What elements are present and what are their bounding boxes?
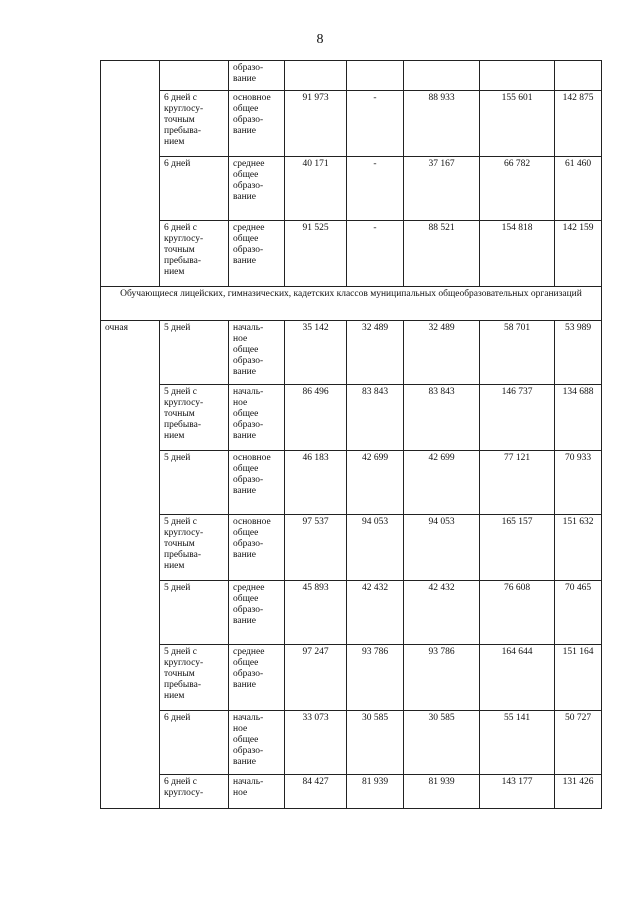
- table-row: [101, 581, 602, 645]
- mode-text: 5 дней: [164, 323, 191, 333]
- table-row: [101, 775, 602, 809]
- level-cell: [229, 711, 285, 775]
- mode-cell: [160, 775, 229, 809]
- value-cell-5: 61 460: [555, 157, 602, 221]
- mode-text: 6 дней с круглосу- точным пребыва- нием: [164, 223, 204, 277]
- value-cell-4: 165 157: [480, 515, 555, 581]
- value-cell-2: 93 786: [347, 645, 404, 711]
- table-row: [101, 451, 602, 515]
- value-cell-2: 42 432: [347, 581, 404, 645]
- level-cell: [229, 321, 285, 385]
- level-text: среднее общее образо- вание: [233, 583, 265, 626]
- value-cell-5: 70 465: [555, 581, 602, 645]
- value-cell-4: 76 608: [480, 581, 555, 645]
- mode-cell: [160, 61, 229, 91]
- mode-cell: [160, 91, 229, 157]
- mode-cell: [160, 451, 229, 515]
- mode-cell: [160, 711, 229, 775]
- mode-cell: [160, 221, 229, 287]
- value-cell-4: 155 601: [480, 91, 555, 157]
- level-text: образо- вание: [233, 63, 264, 84]
- level-text: среднее общее образо- вание: [233, 159, 265, 202]
- level-cell: [229, 221, 285, 287]
- value-cell-3: 81 939: [404, 775, 480, 809]
- form-cell: очная: [101, 321, 160, 809]
- table-row: [101, 91, 602, 157]
- value-cell-4: 146 737: [480, 385, 555, 451]
- value-cell-4: [480, 61, 555, 91]
- value-cell-1: 40 171: [285, 157, 347, 221]
- mode-text: 5 дней: [164, 583, 191, 593]
- value-cell-2: -: [347, 157, 404, 221]
- value-cell-5: 70 933: [555, 451, 602, 515]
- value-cell-3: [404, 61, 480, 91]
- mode-text: 5 дней с круглосу- точным пребыва- нием: [164, 517, 204, 571]
- value-cell-3: 93 786: [404, 645, 480, 711]
- table-row: [101, 385, 602, 451]
- table-row: [101, 645, 602, 711]
- value-cell-4: 164 644: [480, 645, 555, 711]
- mode-text: 5 дней: [164, 453, 191, 463]
- value-cell-3: 37 167: [404, 157, 480, 221]
- value-cell-5: 131 426: [555, 775, 602, 809]
- value-cell-4: 55 141: [480, 711, 555, 775]
- value-cell-4: 77 121: [480, 451, 555, 515]
- value-cell-3: 94 053: [404, 515, 480, 581]
- mode-cell: [160, 581, 229, 645]
- mode-text: 6 дней с круглосу-: [164, 777, 204, 798]
- section-caption: Обучающиеся лицейских, гимназических, кадетских классов муниципальных общеобразовательных организаций: [101, 287, 602, 321]
- level-cell: [229, 515, 285, 581]
- level-cell: [229, 645, 285, 711]
- value-cell-3: 32 489: [404, 321, 480, 385]
- value-cell-3: 88 521: [404, 221, 480, 287]
- value-cell-2: 94 053: [347, 515, 404, 581]
- value-cell-2: 81 939: [347, 775, 404, 809]
- table-bottom-section: [101, 321, 602, 809]
- value-cell-2: -: [347, 221, 404, 287]
- mode-text: 6 дней: [164, 159, 191, 169]
- table-row: [101, 515, 602, 581]
- level-text: началь- ное общее образо- вание: [233, 387, 264, 441]
- value-cell-5: [555, 61, 602, 91]
- mode-text: 5 дней с круглосу- точным пребыва- нием: [164, 387, 204, 441]
- level-cell: [229, 61, 285, 91]
- level-text: основное общее образо- вание: [233, 453, 271, 496]
- value-cell-1: 84 427: [285, 775, 347, 809]
- level-cell: [229, 91, 285, 157]
- level-cell: [229, 451, 285, 515]
- value-cell-4: 143 177: [480, 775, 555, 809]
- table-row: [101, 321, 602, 385]
- value-cell-4: 58 701: [480, 321, 555, 385]
- mode-cell: [160, 515, 229, 581]
- value-cell-1: 91 525: [285, 221, 347, 287]
- value-cell-1: 86 496: [285, 385, 347, 451]
- level-cell: [229, 581, 285, 645]
- section-caption-row: [101, 287, 602, 321]
- level-cell: [229, 385, 285, 451]
- value-cell-1: 45 893: [285, 581, 347, 645]
- table-row: [101, 61, 602, 91]
- value-cell-3: 42 432: [404, 581, 480, 645]
- page-number: 8: [316, 32, 324, 47]
- value-cell-1: [285, 61, 347, 91]
- value-cell-3: 42 699: [404, 451, 480, 515]
- value-cell-4: 154 818: [480, 221, 555, 287]
- level-text: среднее общее образо- вание: [233, 223, 265, 266]
- mode-cell: [160, 157, 229, 221]
- level-text: основное общее образо- вание: [233, 93, 271, 136]
- table-row: [101, 157, 602, 221]
- mode-text: 6 дней с круглосу- точным пребыва- нием: [164, 93, 204, 147]
- level-cell: [229, 157, 285, 221]
- level-text: основное общее образо- вание: [233, 517, 271, 560]
- mode-cell: [160, 321, 229, 385]
- value-cell-1: 35 142: [285, 321, 347, 385]
- value-cell-5: 151 632: [555, 515, 602, 581]
- value-cell-3: 30 585: [404, 711, 480, 775]
- value-cell-1: 91 973: [285, 91, 347, 157]
- value-cell-5: 151 164: [555, 645, 602, 711]
- value-cell-1: 97 537: [285, 515, 347, 581]
- value-cell-5: 53 989: [555, 321, 602, 385]
- level-text: среднее общее образо- вание: [233, 647, 265, 690]
- value-cell-2: -: [347, 91, 404, 157]
- value-cell-5: 50 727: [555, 711, 602, 775]
- value-cell-4: 66 782: [480, 157, 555, 221]
- value-cell-2: 83 843: [347, 385, 404, 451]
- table-row: [101, 711, 602, 775]
- table-top-section: [101, 61, 602, 287]
- value-cell-5: 142 159: [555, 221, 602, 287]
- mode-cell: [160, 385, 229, 451]
- level-text: началь- ное общее образо- вание: [233, 323, 264, 377]
- value-cell-3: 88 933: [404, 91, 480, 157]
- level-text: началь- ное общее образо- вание: [233, 713, 264, 767]
- value-cell-1: 97 247: [285, 645, 347, 711]
- value-cell-2: 32 489: [347, 321, 404, 385]
- value-cell-2: [347, 61, 404, 91]
- value-cell-5: 134 688: [555, 385, 602, 451]
- level-text: началь- ное: [233, 777, 264, 798]
- value-cell-5: 142 875: [555, 91, 602, 157]
- form-cell: [101, 61, 160, 287]
- mode-cell: [160, 645, 229, 711]
- value-cell-1: 33 073: [285, 711, 347, 775]
- table-row: [101, 221, 602, 287]
- value-cell-2: 42 699: [347, 451, 404, 515]
- value-cell-2: 30 585: [347, 711, 404, 775]
- mode-text: 5 дней с круглосу- точным пребыва- нием: [164, 647, 204, 701]
- mode-text: 6 дней: [164, 713, 191, 723]
- level-cell: [229, 775, 285, 809]
- cost-table: [100, 60, 602, 809]
- value-cell-3: 83 843: [404, 385, 480, 451]
- value-cell-1: 46 183: [285, 451, 347, 515]
